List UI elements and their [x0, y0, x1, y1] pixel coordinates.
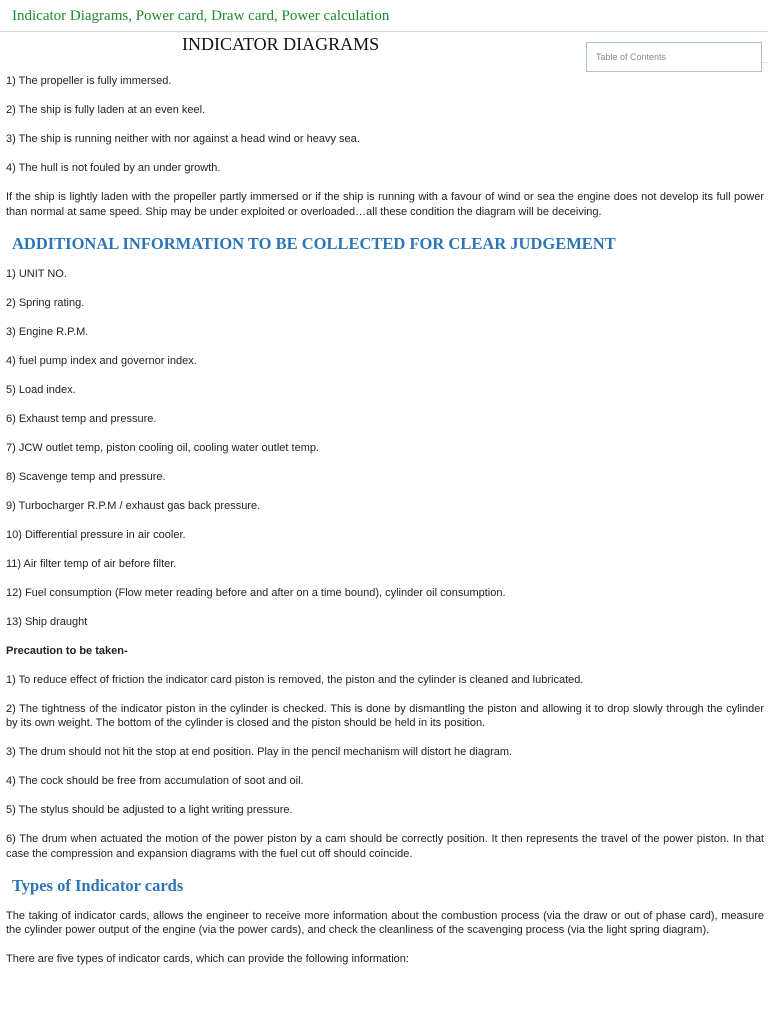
types-heading: Types of Indicator cards — [12, 875, 184, 895]
info-item: 1) UNIT NO. — [6, 267, 67, 280]
additional-info-heading: ADDITIONAL INFORMATION TO BE COLLECTED FOR CLEAR JUDGEMENT — [12, 233, 616, 253]
condition-item: 2) The ship is fully laden at an even keel. — [6, 104, 206, 116]
precaution-item: 3) The drum should not hit the stop at end position. Play in the pencil mechanism will distort he diagram. — [6, 746, 513, 758]
condition-item: 1) The propeller is fully immersed. — [6, 75, 172, 87]
condition-item: 4) The hull is not fouled by an under growth. — [6, 162, 221, 174]
info-item: 6) Exhaust temp and pressure. — [6, 412, 157, 425]
precaution-item: 1) To reduce effect of friction the indicator card piston is removed, the piston and the cylinder is cleaned and lubricated. — [6, 673, 584, 686]
info-item: 3) Engine R.P.M. — [6, 325, 89, 338]
precaution-item: 6) The drum when actuated the motion of the power piston by a cam should be correctly position. It then represents the travel of the power piston. In that case the compression and expansion diagrams with the fuel cut off should coincide. — [6, 833, 764, 860]
types-paragraph: There are five types of indicator cards, which can provide the following information: — [6, 953, 409, 965]
info-item: 5) Load index. — [6, 383, 76, 396]
info-item: 11) Air filter temp of air before filter. — [6, 557, 177, 570]
info-item: 12) Fuel consumption (Flow meter reading before and after on a time bound), cylinder oil consumption. — [6, 586, 506, 599]
info-item: 7) JCW outlet temp, piston cooling oil, cooling water outlet temp. — [6, 441, 320, 454]
table-of-contents-button[interactable] — [586, 42, 762, 72]
table-of-contents-label: Table of Contents — [596, 52, 667, 62]
condition-item: 3) The ship is running neither with nor against a head wind or heavy sea. — [6, 133, 360, 145]
precaution-heading: Precaution to be taken- — [6, 644, 128, 657]
types-paragraph: The taking of indicator cards, allows the engineer to receive more information about the combustion process (via the draw or out of phase card), measure the cylinder power output of the engine (via the power cards), and check the cleanliness of the scavenging process (via the light spring diagram). — [6, 909, 764, 936]
info-item: 8) Scavenge temp and pressure. — [6, 470, 166, 483]
page-title: INDICATOR DIAGRAMS — [182, 34, 380, 54]
article-body — [6, 74, 764, 981]
conditions-note: If the ship is lightly laden with the propeller partly immersed or if the ship is running with a favour of wind or sea the engine does not develop its full power than normal at same speed. Ship may be under exploited or overloaded…all these condition the diagram will be deceiving. — [6, 191, 764, 218]
precaution-item: 5) The stylus should be adjusted to a light writing pressure. — [6, 804, 293, 816]
site-title: Indicator Diagrams, Power card, Draw card, Power calculation — [12, 8, 390, 24]
header-divider — [0, 31, 768, 32]
precaution-item: 2) The tightness of the indicator piston in the cylinder is checked. This is done by dismantling the piston and allowing it to drop slowly through the cylinder by its own weight. The bottom of the cylinder is closed and the piston should be held in its position. — [6, 702, 764, 729]
precaution-item: 4) The cock should be free from accumulation of soot and oil. — [6, 775, 304, 787]
info-item: 13) Ship draught — [6, 615, 88, 628]
info-item: 4) fuel pump index and governor index. — [6, 354, 197, 367]
info-item: 2) Spring rating. — [6, 296, 85, 309]
info-item: 10) Differential pressure in air cooler. — [6, 528, 186, 541]
info-item: 9) Turbocharger R.P.M / exhaust gas back pressure. — [6, 499, 261, 512]
